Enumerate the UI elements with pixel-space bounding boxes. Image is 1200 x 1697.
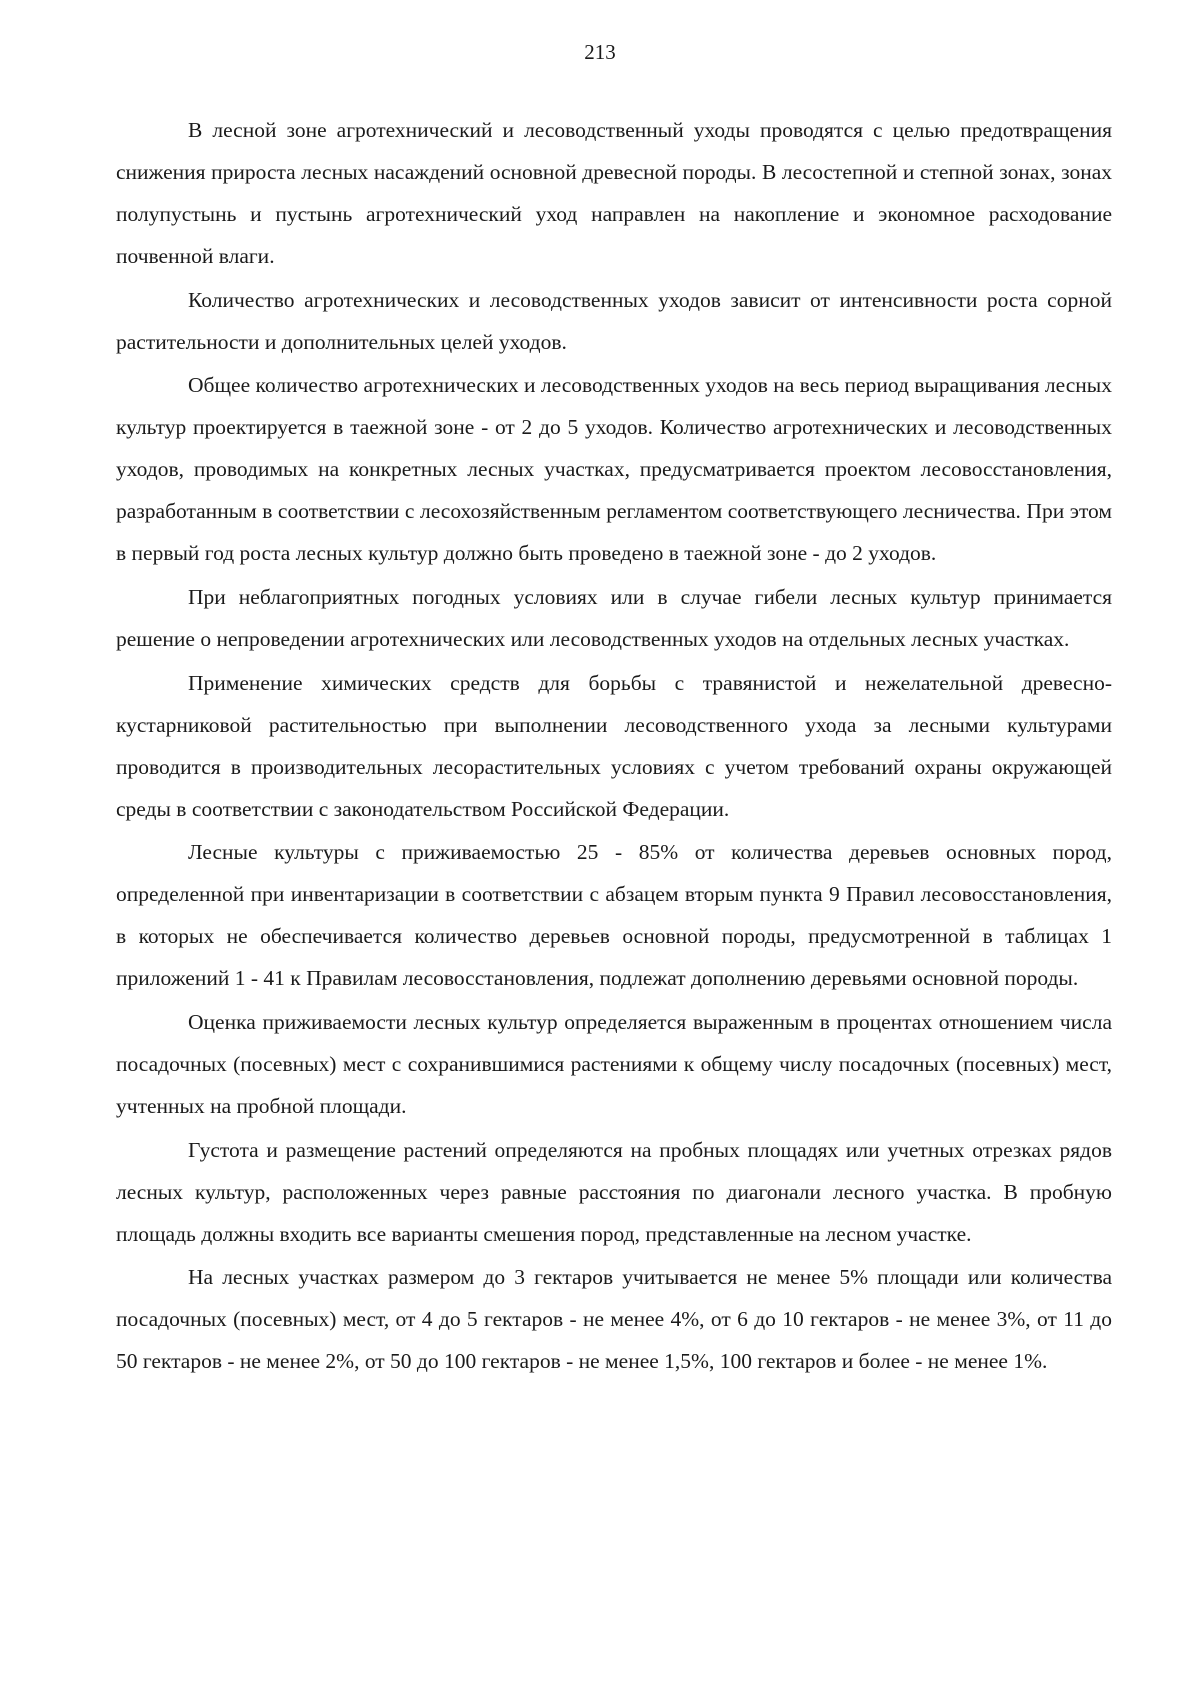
paragraph-care-purpose: В лесной зоне агротехнический и лесоводственный уходы проводятся с целью предотвращения снижения прироста лесных насаждений основной древесной породы. В лесостепной и степной зонах, зонах полупустынь и пустынь агротехнический уход направлен на накопление и экономное расходование почвенной влаги. <box>116 118 1112 268</box>
paragraph-total-care-count: Общее количество агротехнических и лесоводственных уходов на весь период выращивания лесных культур проектируется в таежной зоне - от 2 до 5 уходов. Количество агротехнических и лесоводственных уходов, проводимых на конкретных лесных участках, предусматривается проектом лесовосстановления, разработанным в соответствии с лесохозяйственным регламентом соответствующего лесничества. При этом в первый год роста лесных культур должно быть проведено в таежной зоне - до 2 уходов. <box>116 373 1112 566</box>
paragraph-sample-area-percentages: На лесных участках размером до 3 гектаров учитывается не менее 5% площади или количества посадочных (посевных) мест, от 4 до 5 гектаров - не менее 4%, от 6 до 10 гектаров - не менее 3%, от 11 до 50 гектаров - не менее 2%, от 50 до 100 гектаров - не менее 1,5%, 100 гектаров и более - не менее 1%. <box>116 1265 1112 1374</box>
paragraph-unfavorable-conditions: При неблагоприятных погодных условиях или в случае гибели лесных культур принимается решение о непроведении агротехнических или лесоводственных уходов на отдельных лесных участках. <box>116 584 1112 651</box>
paragraph-care-count-dependency: Количество агротехнических и лесоводственных уходов зависит от интенсивности роста сорной растительности и дополнительных целей уходов. <box>116 287 1112 354</box>
paragraph-survival-rate: Лесные культуры с приживаемостью 25 - 85% от количества деревьев основных пород, определенной при инвентаризации в соответствии с абзацем вторым пункта 9 Правил лесовосстановления, в которых не обеспечивается количество деревьев основной породы, предусмотренной в таблицах 1 приложений 1 - 41 к Правилам лесовосстановления, подлежат дополнению деревьями основной породы. <box>116 840 1112 991</box>
paragraph-density-placement: Густота и размещение растений определяются на пробных площадях или учетных отрезках рядов лесных культур, расположенных через равные расстояния по диагонали лесного участка. В пробную площадь должны входить все варианты смешения пород, представленные на лесном участке. <box>116 1137 1112 1246</box>
page-number: 213 <box>584 40 616 64</box>
paragraph-chemical-means: Применение химических средств для борьбы с травянистой и нежелательной древесно-кустарниковой растительностью при выполнении лесоводственного ухода за лесными культурами проводится в производительных лесорастительных условиях с учетом требований охраны окружающей среды в соответствии с законодательством Российской Федерации. <box>116 670 1112 821</box>
paragraph-survival-assessment: Оценка приживаемости лесных культур определяется выраженным в процентах отношением числа посадочных (посевных) мест с сохранившимися растениями к общему числу посадочных (посевных) мест, учтенных на пробной площади. <box>116 1010 1112 1118</box>
document-body <box>116 110 1112 1385</box>
